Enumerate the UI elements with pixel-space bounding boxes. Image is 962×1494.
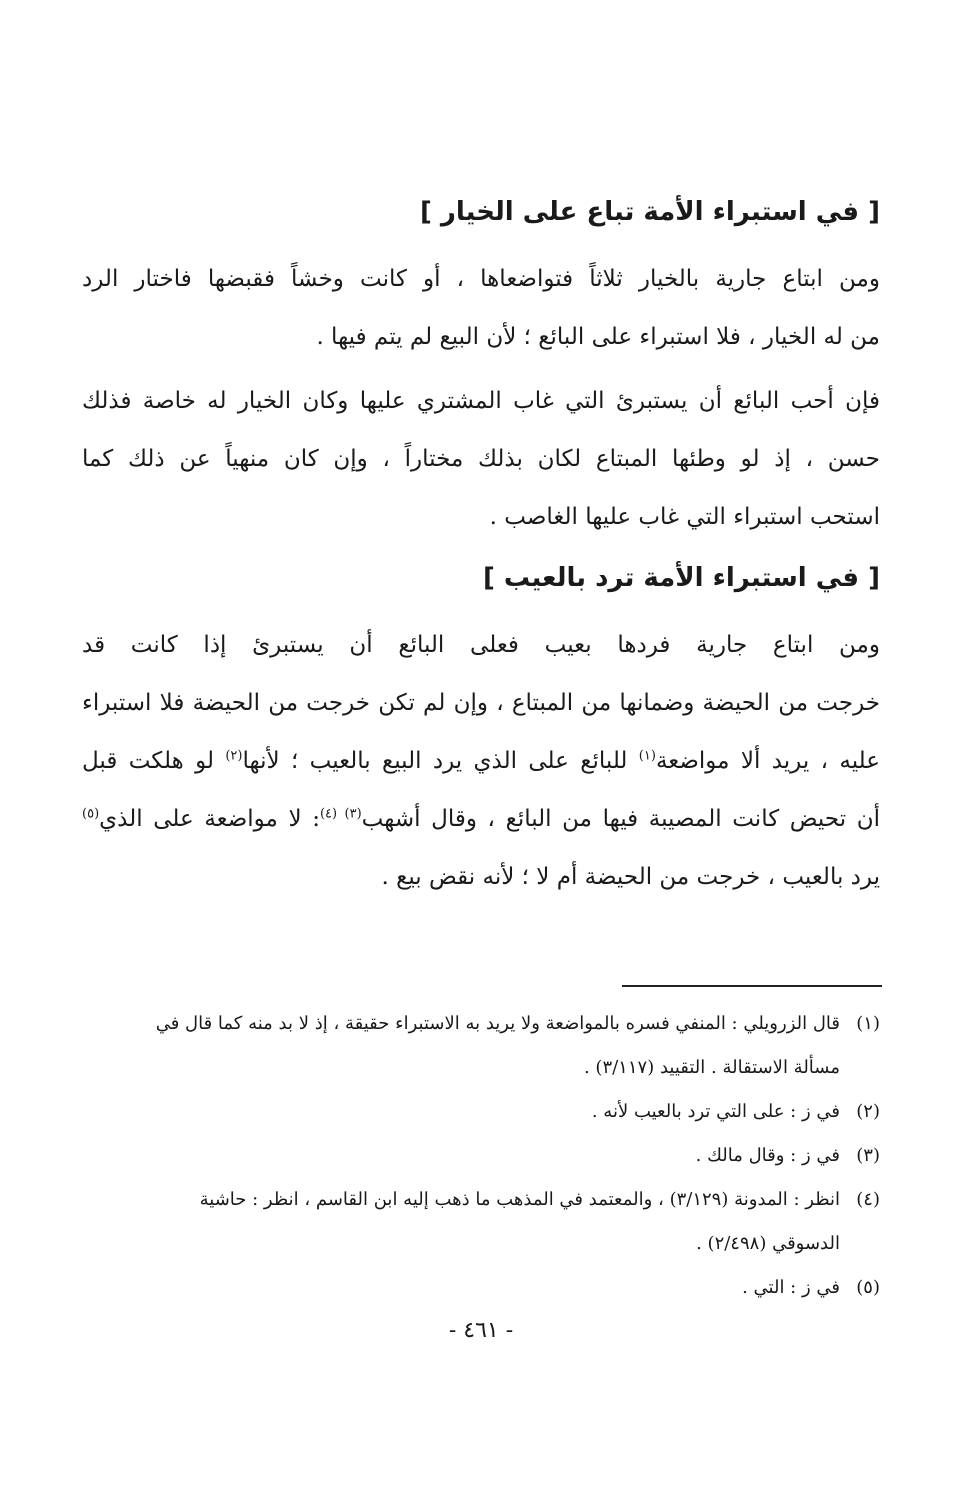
footnote-3 [82,1134,880,1178]
paragraph-line: ومن ابتاع جارية بالخيار ثلاثاً فتواضعاها ، أو كانت وخشاً فقبضها فاختار الرد [82,266,880,292]
footnote-number: (٣) [856,1145,880,1166]
footnote-number: (٤) [856,1189,880,1210]
footnote-marker[interactable]: (٣) (٤) [319,806,362,822]
paragraph-line: ومن ابتاع جارية فردها بعيب فعلى البائع أن يستبرئ إذا كانت قد [82,632,880,658]
footnote-text: قال الزرويلي : المنفي فسره بالمواضعة ولا يريد به الاستبراء حقيقة ، إذ لا بد منه كما قال في [155,1013,840,1034]
footnotes [82,1002,880,1310]
paragraph-option-sale [82,250,880,366]
footnote-number: (١) [856,1013,880,1034]
paragraph-line: من له الخيار ، فلا استبراء على البائع ؛ لأن البيع لم يتم فيها . [316,324,880,350]
text-run: أن تحيض كانت المصيبة فيها من البائع ، وقال أشهب [361,806,881,832]
paragraph-line: يرد بالعيب ، خرجت من الحيضة أم لا ؛ لأنه نقض بيع . [381,864,880,890]
footnote-continuation: مسألة الاستقالة . التقييد (٣/١١٧) . [583,1057,840,1078]
section-heading-sale-on-option: [ في استبراء الأمة تباع على الخيار ] [419,197,880,227]
paragraph-seller-preference [82,372,880,546]
footnote-number: (٥) [856,1277,880,1298]
footnote-2 [82,1090,880,1134]
footnote-marker[interactable]: (١) [638,748,656,764]
paragraph-line: خرجت من الحيضة وضمانها من المبتاع ، وإن لم تكن خرجت من الحيضة فلا استبراء [82,690,880,716]
text-run: : لا مواضعة على الذي [99,806,320,832]
paragraph-line [82,732,880,790]
page-number: - ٤٦١ - [448,1318,514,1343]
footnote-number: (٢) [856,1101,880,1122]
footnote-marker[interactable]: (٥) [82,806,100,822]
paragraph-line [82,790,880,848]
footnote-text: انظر : المدونة (٣/١٢٩) ، والمعتمد في المذهب ما ذهب إليه ابن القاسم ، انظر : حاشية [199,1189,840,1210]
footnote-1 [82,1002,880,1090]
footnote-text: في ز : التي . [742,1277,840,1298]
footnote-text: في ز : على التي ترد بالعيب لأنه . [591,1101,840,1122]
footnote-separator [622,985,882,987]
footnote-4 [82,1178,880,1266]
text-run: للبائع على الذي يرد البيع بالعيب ؛ لأنها [242,748,639,774]
footnote-marker[interactable]: (٢) [225,748,243,764]
footnote-text: في ز : وقال مالك . [695,1145,840,1166]
footnote-5 [82,1266,880,1310]
paragraph-line: فإن أحب البائع أن يستبرئ التي غاب المشتري عليها وكان الخيار له خاصة فذلك [82,388,880,414]
section-heading-return-defect: [ في استبراء الأمة ترد بالعيب ] [482,563,880,593]
paragraph-line: استحب استبراء التي غاب عليها الغاصب . [489,504,880,530]
footnote-continuation: الدسوقي (٢/٤٩٨) . [696,1233,840,1254]
paragraph-return-defect [82,616,880,906]
text-run: عليه ، يريد ألا مواضعة [655,748,880,774]
text-run: لو هلكت قبل [82,748,226,774]
paragraph-line: حسن ، إذ لو وطئها المبتاع لكان بذلك مختاراً ، وإن كان منهياً عن ذلك كما [82,446,880,472]
